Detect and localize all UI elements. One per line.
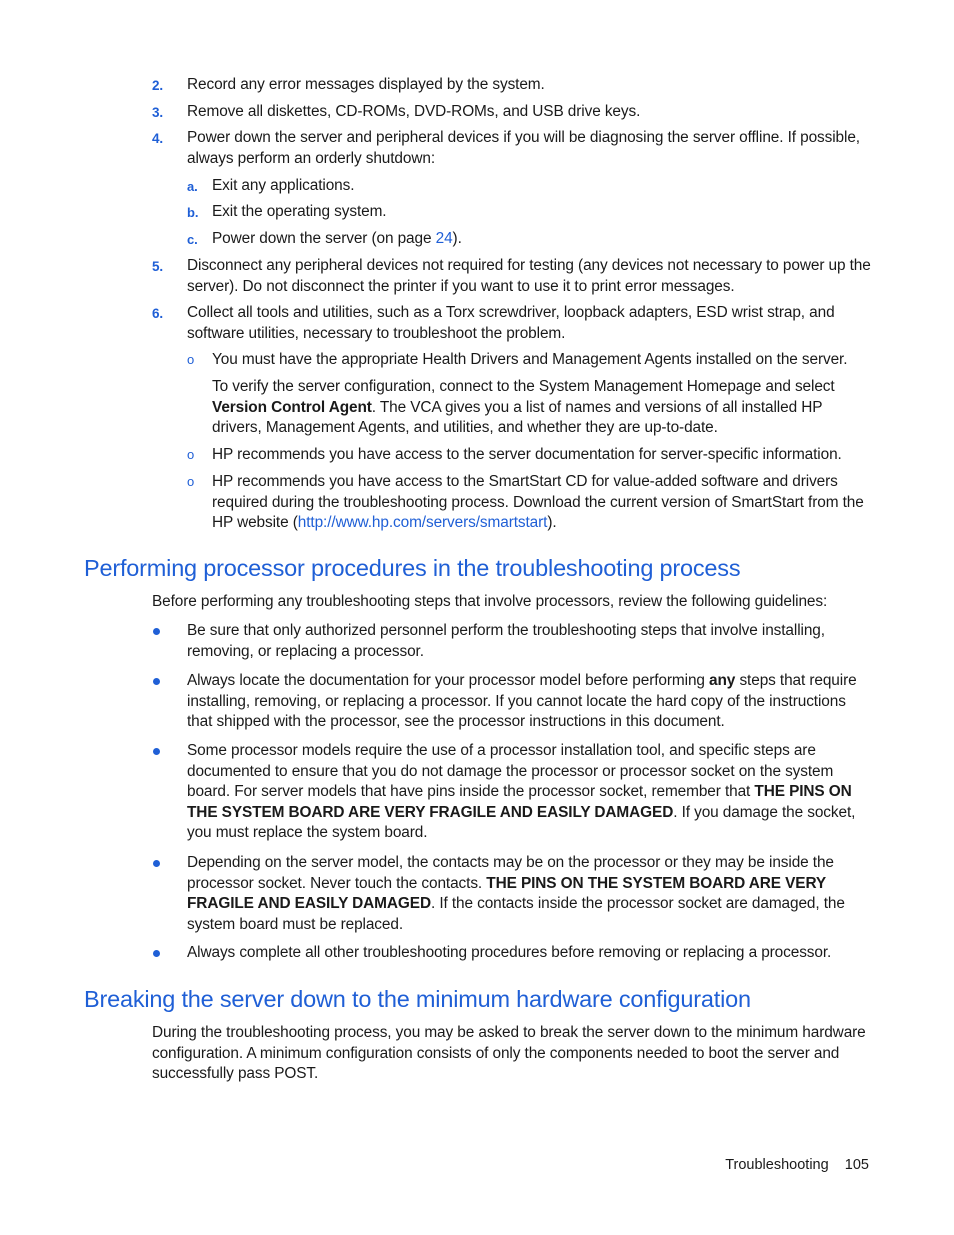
- bullet-marker: [153, 748, 160, 755]
- bullet-text: Be sure that only authorized personnel perform the troubleshooting steps that involve installing, removing, or replacing a processor.: [187, 622, 825, 660]
- substep-text: Exit the operating system.: [212, 203, 387, 220]
- substep-letter: b.: [187, 205, 199, 220]
- bullet-text-part: Always locate the documentation for your processor model before performing: [187, 672, 710, 689]
- bullet-text-part: Some processor models require the use of a processor installation tool, and specific steps are documented to ensure that you do not damage the processor or processor socket on the system board. For server models that have pins inside the processor socket, remember that: [187, 742, 834, 801]
- page-number: 105: [844, 1157, 869, 1173]
- hp-website-link[interactable]: http://www.hp.com/servers/smartstart: [297, 514, 548, 532]
- bullet-marker: [153, 678, 160, 685]
- substep-text: [212, 229, 872, 250]
- circle-marker: o: [187, 474, 195, 489]
- verify-paragraph: [212, 377, 872, 439]
- section-intro: Before performing any troubleshooting steps that involve processors, review the following guidelines:: [152, 593, 828, 610]
- step-number: 4.: [152, 131, 164, 146]
- verify-bold: Version Control Agent: [212, 398, 372, 416]
- verify-text: To verify the server configuration, connect to the System Management Homepage and select: [212, 378, 835, 395]
- step-number: 2.: [152, 78, 164, 93]
- bullet-text: [187, 741, 871, 844]
- step-text: Power down the server and peripheral devices if you will be diagnosing the server offline. If possible, always perform an orderly shutdown:: [187, 129, 860, 167]
- bullet-marker: [153, 628, 160, 635]
- substep-text-part: ).: [452, 230, 462, 247]
- bullet-text-part: . If the contacts inside the processor socket are damaged, the system board must be replaced.: [187, 895, 845, 933]
- subitem-text: HP recommends you have access to the server documentation for server-specific information.: [212, 446, 842, 463]
- page-link[interactable]: 24: [435, 230, 453, 247]
- substep-text-part: Power down the server (on page: [212, 230, 436, 247]
- bullet-text: Always complete all other troubleshooting procedures before removing or replacing a processor.: [187, 944, 832, 961]
- substep-letter: a.: [187, 179, 198, 194]
- verify-text: . The VCA gives you a list of names and versions of all installed HP drivers, Management Agents, and utilities, and whether they are up-to-date.: [212, 398, 823, 437]
- step-text: Remove all diskettes, CD-ROMs, DVD-ROMs, and USB drive keys.: [187, 103, 641, 120]
- bullet-text-part: . If you damage the socket, you must replace the system board.: [187, 803, 856, 842]
- bullet-bold: any: [709, 672, 736, 689]
- bullet-marker: [153, 950, 160, 957]
- step-text: Record any error messages displayed by the system.: [187, 76, 545, 93]
- step-number: 5.: [152, 259, 164, 274]
- subitem-text: [212, 472, 872, 534]
- step-text: Collect all tools and utilities, such as a Torx screwdriver, loopback adapters, ESD wrist strap, and software utilities, necessary to troubleshoot the problem.: [187, 304, 835, 342]
- substep-text: Exit any applications.: [212, 177, 355, 194]
- bullet-text-part: Depending on the server model, the contacts may be on the processor or they may be inside the processor socket. Never touch the contacts.: [187, 854, 834, 892]
- circle-marker: o: [187, 447, 195, 462]
- bullet-bold: THE PINS ON THE SYSTEM BOARD ARE VERY FRAGILE AND EASILY DAMAGED: [187, 783, 852, 821]
- footer-section: Troubleshooting: [725, 1157, 829, 1173]
- bullet-text: [187, 853, 871, 935]
- section-heading: Breaking the server down to the minimum hardware configuration: [84, 986, 751, 1012]
- step-number: 6.: [152, 306, 164, 321]
- section-heading: Performing processor procedures in the troubleshooting process: [84, 555, 741, 581]
- bullet-text: [187, 671, 871, 733]
- bullet-text-part: steps that require installing, removing, or replacing a processor. If you cannot locate the hard copy of the instructions that shipped with the processor, see the processor instructions in this document.: [187, 672, 857, 731]
- page-footer: [725, 1157, 869, 1173]
- subitem-text-part: HP recommends you have access to the SmartStart CD for value-added software and drivers required during the troubleshooting process. Download the current version of SmartStart from the HP website (: [212, 473, 864, 532]
- bullet-bold: THE PINS ON THE SYSTEM BOARD ARE VERY FRAGILE AND EASILY DAMAGED: [187, 874, 826, 913]
- subitem-text-part: ).: [547, 514, 557, 532]
- bullet-marker: [153, 860, 160, 867]
- step-number: 3.: [152, 105, 164, 120]
- circle-marker: o: [187, 352, 195, 367]
- section-body: During the troubleshooting process, you may be asked to break the server down to the minimum hardware configuration. A minimum configuration consists of only the components needed to boot the server and successfully pass POST.: [152, 1024, 866, 1083]
- substep-letter: c.: [187, 232, 198, 247]
- step-text: Disconnect any peripheral devices not required for testing (any devices not necessary to power up the server). Do not disconnect the printer if you want to use it to print error messages.: [187, 257, 871, 295]
- subitem-text: You must have the appropriate Health Drivers and Management Agents installed on the server.: [212, 351, 848, 368]
